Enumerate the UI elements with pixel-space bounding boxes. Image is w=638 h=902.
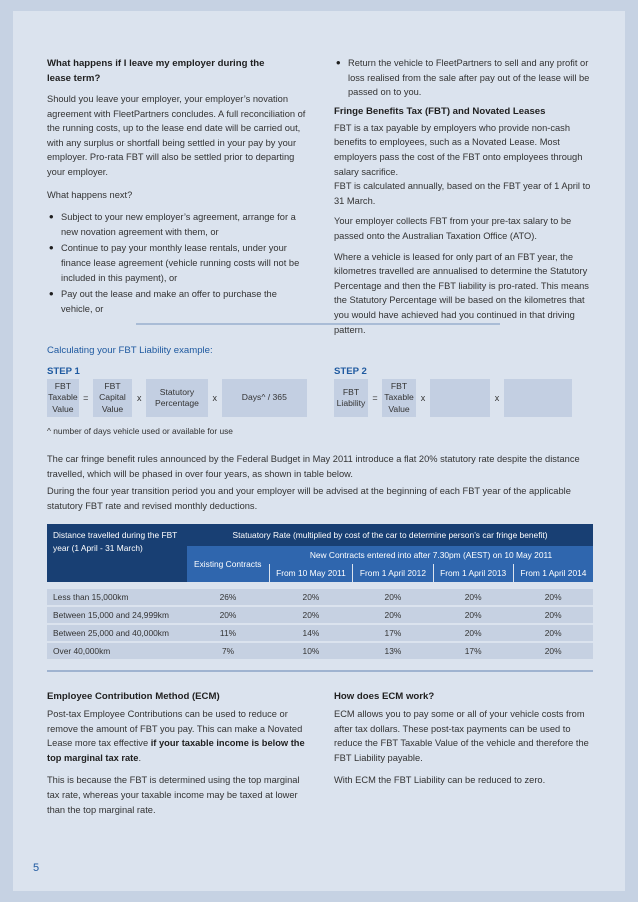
column-header: From 1 April 2013 — [433, 564, 513, 582]
right-column — [334, 56, 596, 337]
table-cell: 20% — [353, 607, 433, 623]
table-row — [47, 607, 593, 623]
table-cell: 20% — [353, 589, 433, 605]
step2-title: STEP 2 — [334, 366, 367, 377]
how-ecm-column — [334, 689, 596, 788]
how-ecm-heading: How does ECM work? — [334, 691, 435, 702]
table-cell: 20% — [513, 625, 593, 641]
left-column — [47, 56, 309, 318]
what-next-text: What happens next? — [47, 189, 133, 200]
return-vehicle-list — [334, 56, 596, 100]
table-row — [47, 643, 593, 659]
step2-formula — [334, 379, 592, 417]
table-cell: 7% — [187, 643, 269, 659]
multiply-sign: x — [420, 393, 426, 403]
new-contracts-header: New Contracts entered into after 7.30pm (AEST) on 10 May 2011 — [269, 546, 593, 564]
fbt-liability-box: FBT Liability — [334, 379, 368, 417]
ecm-paragraph-1 — [47, 707, 309, 765]
table-cell: 20% — [433, 607, 513, 623]
empty-box — [430, 379, 490, 417]
fbt-taxable-value-box: FBT Taxable Value — [47, 379, 79, 417]
ecm-emphasis: if your taxable income is below the top marginal tax rate — [47, 738, 305, 763]
list-item: • Return the vehicle to FleetPartners to sell and any profit or loss realised from the sale after pay out of the lease will be passed on to you. — [334, 56, 596, 100]
ecm-text: Post-tax Employee Contributions can be used to reduce or remove the amount of FBT you pay. This can make a Novated Lease more tax effective — [47, 709, 303, 749]
row-label: Less than 15,000km — [47, 589, 187, 605]
leave-employer-heading: What happens if I leave my employer during the lease term? — [47, 58, 265, 84]
column-header: From 10 May 2011 — [269, 564, 353, 582]
row-label: Over 40,000km — [47, 643, 187, 659]
table-cell: 26% — [187, 589, 269, 605]
footnote: ^ number of days vehicle used or available for use — [47, 426, 233, 436]
table-cell: 20% — [187, 607, 269, 623]
equals-sign: = — [372, 393, 378, 403]
calc-title: Calculating your FBT Liability example: — [47, 345, 213, 356]
step1-title: STEP 1 — [47, 366, 80, 377]
table-row — [47, 625, 593, 641]
fbt-paragraph-4: Where a vehicle is leased for only part of an FBT year, the kilometres travelled are annualised to determine the Statutory Percentage and then the FBT liability is pro-rated. This means the Statutory Percentage will be based on the kilometres that you would have achieved had you continued in that driving pattern. — [334, 251, 589, 335]
how-ecm-paragraph-1: ECM allows you to pay some or all of your vehicle costs from after tax dollars. These post-tax payments can be used to reduce the FBT Taxable Value of the vehicle and therefore the FBT Liability payable. — [334, 709, 589, 763]
fbt-paragraph-1: FBT is a tax payable by employers who provide non-cash benefits to employees, such as a Novated Lease. Most employers pass the cost of the FBT onto employees through salary sacrifice. — [334, 122, 583, 177]
statutory-rate-header: Statuatory Rate (multiplied by cost of the car to determine person’s car fringe benefit) — [187, 524, 593, 546]
fbt-paragraph-3: Your employer collects FBT from your pre-tax salary to be passed onto the Australian Taxation Office (ATO). — [334, 216, 572, 241]
fbt-taxable-value-box: FBT Taxable Value — [382, 379, 416, 417]
list-item: • Continue to pay your monthly lease rentals, under your finance lease agreement (vehicle running costs will not be included in this payment), or — [47, 241, 309, 285]
statutory-rate-table — [47, 524, 593, 659]
row-label: Between 25,000 and 40,000km — [47, 625, 187, 641]
statutory-percentage-box: Statutory Percentage — [146, 379, 208, 417]
ecm-heading: Employee Contribution Method (ECM) — [47, 691, 220, 702]
ecm-column — [47, 689, 309, 817]
table-cell: 14% — [269, 625, 353, 641]
multiply-sign: x — [212, 393, 217, 403]
table-cell: 10% — [269, 643, 353, 659]
table-cell: 20% — [433, 589, 513, 605]
table-cell: 20% — [513, 607, 593, 623]
row-label: Between 15,000 and 24,999km — [47, 607, 187, 623]
list-item: • Subject to your new employer’s agreement, arrange for a new novation agreement with them, or — [47, 210, 309, 239]
fbt-heading: Fringe Benefits Tax (FBT) and Novated Leases — [334, 105, 546, 117]
table-cell: 17% — [433, 643, 513, 659]
intro-paragraph-1: The car fringe benefit rules announced by the Federal Budget in May 2011 introduce a flat 20% statutory rate despite the distance travelled, which will be phased in over four years, as shown in table below. — [47, 454, 580, 479]
leave-employer-paragraph: Should you leave your employer, your employer’s novation agreement with FleetPartners concludes. A full reconciliation of the running costs, up to the lease end date will be carried out, with any surplus or shortfall being settled in your pay by your employer. Pro-rata FBT will also be settled prior to departing your employer. — [47, 94, 306, 177]
table-cell: 20% — [269, 589, 353, 605]
section-divider — [136, 323, 500, 325]
table-cell: 13% — [353, 643, 433, 659]
multiply-sign: x — [494, 393, 500, 403]
intro-paragraph-2: During the four year transition period you and your employer will be advised at the beginning of each FBT year of the applicable statutory FBT rate and revised monthly deductions. — [47, 486, 571, 511]
table-cell: 20% — [513, 589, 593, 605]
page-number: 5 — [33, 862, 40, 874]
step1-formula — [47, 379, 307, 417]
fbt-capital-value-box: FBT Capital Value — [93, 379, 133, 417]
list-item: • Pay out the lease and make an offer to purchase the vehicle, or — [47, 287, 309, 316]
how-ecm-paragraph-2: With ECM the FBT Liability can be reduced to zero. — [334, 775, 546, 786]
table-cell: 20% — [269, 607, 353, 623]
days-box: Days^ / 365 — [222, 379, 307, 417]
table-row — [47, 589, 593, 605]
column-header: From 1 April 2014 — [513, 564, 593, 582]
table-cell: 17% — [353, 625, 433, 641]
multiply-sign: x — [137, 393, 142, 403]
ecm-paragraph-2: This is because the FBT is determined using the top marginal tax rate, whereas your taxable income may be taxed at lower than the top marginal rate. — [47, 775, 300, 815]
fbt-paragraph-2: FBT is calculated annually, based on the FBT year of 1 April to 31 March. — [334, 181, 591, 206]
column-header: From 1 April 2012 — [353, 564, 433, 582]
distance-header: Distance travelled during the FBT year (1 April - 31 March) — [47, 524, 187, 582]
empty-box — [504, 379, 572, 417]
equals-sign: = — [83, 393, 89, 403]
options-list — [47, 210, 309, 316]
table-cell: 11% — [187, 625, 269, 641]
ecm-text-end: . — [138, 752, 142, 763]
table-cell: 20% — [513, 643, 593, 659]
existing-contracts-header: Existing Contracts — [187, 546, 269, 582]
table-cell: 20% — [433, 625, 513, 641]
table-bottom-rule — [47, 670, 593, 672]
